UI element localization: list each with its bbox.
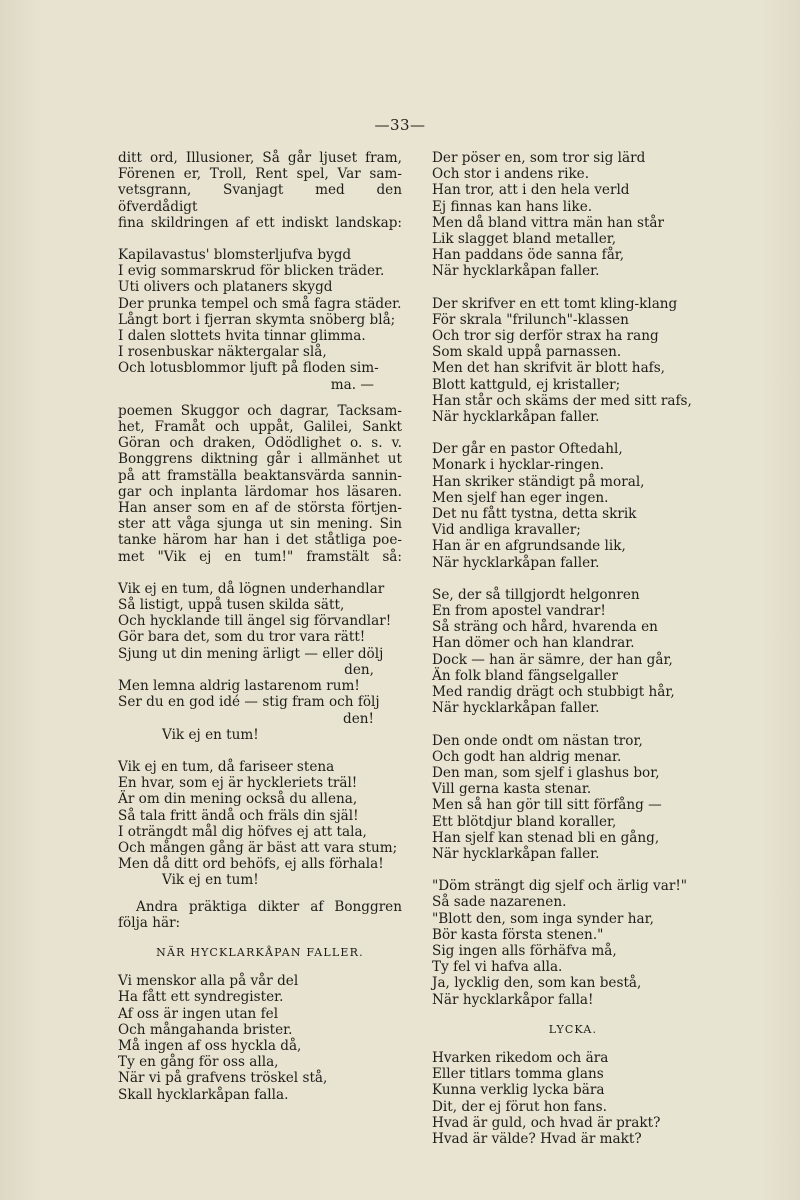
text-line: Göran och draken, Odödlighet o. s. v. [118,435,402,452]
poem-stanza [432,733,714,863]
verse-line: Och tror sig derför strax ha rang [432,328,659,345]
verse-line: Och godt han aldrig menar. [432,748,622,765]
verse-line: Der pöser en, som tror sig lärd [432,150,646,166]
verse-line: Hvad är välde? Hvad är makt? [432,1130,642,1147]
poem-vik-ej-en-tum-stanza-2 [118,759,402,889]
text-line: på att framställa beaktansvärda sannin- [118,467,402,484]
verse-line: Der går en pastor Oftedahl, [432,441,623,458]
verse-line: Eller titlars tomma glans [432,1066,604,1083]
poem-vik-ej-en-tum-stanza-1 [118,581,402,743]
verse-line: Så listigt, uppå tusen skilda sätt, [118,597,345,614]
page-number: —33— [374,116,426,134]
verse-line: När hycklarkåpan faller. [432,263,600,280]
refrain-line: Vik ej en tum! [162,872,259,889]
verse-line: För skrala "frilunch"-klassen [432,311,629,328]
verse-line: När hycklarkåpan faller. [432,409,600,426]
verse-line: En from apostel vandrar! [432,603,606,620]
poem-heading: LYCKA. [548,1022,598,1036]
refrain-line: Vik ej en tum! [162,726,259,743]
verse-line: Men så han gör till sitt förfång — [432,797,662,814]
verse-line: Uti olivers och plataners skygd [118,279,333,296]
verse-line: Ty en gång för oss alla, [118,1054,279,1071]
verse-line: I evig sommarskrud för blicken träder. [118,263,385,280]
text-line: följa här: [118,914,181,931]
poem-heading: NÄR HYCKLARKÅPAN FALLER. [156,945,364,959]
verse-line: Ja, lycklig den, som kan bestå, [432,975,642,992]
verse-line: När hycklarkåpan faller. [432,700,600,717]
verse-line: den! [343,710,374,727]
verse-line: Så sträng och hård, hvarenda en [432,619,658,636]
text-line: ditt ord, Illusioner, Så går ljuset fram, [118,150,402,166]
text-line: vetsgrann, Svanjagt med den öfverdådigt [118,182,402,215]
verse-line: Hvad är guld, och hvad är prakt? [432,1114,661,1131]
verse-line: Lik slagget bland metaller, [432,231,617,248]
body-paragraph [118,403,402,565]
verse-line: Sjung ut din mening ärligt — eller dölj [118,645,384,662]
verse-line: Ett blötdjur bland koraller, [432,813,617,830]
verse-line: Han skriker ständigt på moral, [432,473,645,490]
text-line: poemen Skuggor och dagrar, Tacksam- [118,402,402,419]
verse-line: Kapilavastus' blomsterljufva bygd [118,247,352,264]
verse-line: Och mången gång är bäst att vara stum; [118,839,398,856]
verse-line: I oträngdt mål dig höfves ej att tala, [118,823,367,840]
verse-line: Än folk bland fängselgaller [432,667,618,684]
poem-lycka-stanza [432,1050,714,1147]
right-column [432,150,714,1147]
text-line: Bonggrens diktning går i allmänhet ut [118,451,402,468]
verse-line: Vik ej en tum, då lögnen underhandlar [118,580,385,597]
verse-line: Dock — han är sämre, der han går, [432,651,673,668]
verse-line: När vi på grafvens tröskel stå, [118,1070,328,1087]
verse-line: Är om din mening också du allena, [118,791,358,808]
verse-line: Vill gerna kasta stenar. [432,781,592,798]
poem-stanza [432,150,714,280]
verse-line: Med randig drägt och stubbigt hår, [432,684,675,701]
verse-line: Se, der så tillgjordt helgonren [432,586,640,603]
verse-line: När hycklarkåpan faller. [432,845,600,862]
left-column [118,150,402,1103]
verse-line: Och stor i andens rike. [432,166,590,183]
verse-line: Skall hycklarkåpan falla. [118,1086,289,1103]
verse-line: Blott kattguld, ej kristaller; [432,376,621,393]
poem-hycklarkapan-stanza-1 [118,973,402,1103]
verse-line: Som skald uppå parnassen. [432,344,622,361]
verse-line: Och hycklande till ängel sig förvandlar! [118,613,392,630]
text-line: met "Vik ej en tum!" framstält så: [118,548,402,565]
verse-line: Hvarken rikedom och ära [432,1049,609,1066]
verse-line: den, [344,661,374,678]
verse-line: Ty fel vi hafva alla. [432,959,563,976]
verse-line: Sig ingen alls förhäfva må, [432,942,617,959]
verse-line: Må ingen af oss hyckla då, [118,1037,302,1054]
verse-line: Så sade nazarenen. [432,894,567,911]
verse-line: Gör bara det, som du tror vara rätt! [118,629,366,646]
verse-line: Han är en afgrundsande lik, [432,538,626,555]
poem-stanza [432,441,714,571]
verse-line: Men då ditt ord behöfs, ej alls förhala! [118,856,384,873]
poem-stanza [432,878,714,1008]
intro-paragraph [118,150,402,231]
text-line: fina skildringen af ett indiskt landskap: [118,214,402,231]
text-line: Förenen er, Troll, Rent spel, Var sam- [118,166,402,183]
transition-paragraph [118,899,402,931]
verse-line: Den onde ondt om nästan tror, [432,732,643,749]
verse-line: Kunna verklig lycka bära [432,1082,605,1099]
verse-line: Vid andliga kravaller; [432,522,581,539]
verse-line: Han sjelf kan stenad bli en gång, [432,829,660,846]
verse-line: I dalen slottets hvita tinnar glimma. [118,328,366,345]
verse-line: Der skrifver en ett tomt kling-klang [432,295,678,312]
verse-line: Vik ej en tum, då fariseer stena [118,758,335,775]
text-line: tanke härom har han i det ståtliga poe- [118,532,402,549]
verse-line: Så tala fritt ändå och fräls din själ! [118,807,359,824]
verse-line: Men sjelf han eger ingen. [432,489,609,506]
verse-line: När hycklarkåpor falla! [432,991,594,1008]
verse-line: Och mångahanda brister. [118,1021,293,1038]
verse-line: Men då bland vittra män han står [432,214,665,231]
verse-line: Dit, der ej förut hon fans. [432,1098,607,1115]
poem-kapilavastus [118,247,402,393]
verse-line: Ha fått ett syndregister. [118,989,284,1006]
verse-line: Han paddans öde sanna får, [432,247,625,264]
verse-line: Vi menskor alla på vår del [118,973,299,990]
verse-line: Men det han skrifvit är blott hafs, [432,360,665,377]
verse-line: I rosenbuskar näktergalar slå, [118,344,327,361]
poem-stanza [432,587,714,717]
verse-line: Ej finnas kan hans like. [432,198,593,215]
verse-line: Och lotusblommor ljuft på floden sim- [118,360,379,377]
verse-line: Det nu fått tystna, detta skrik [432,506,637,523]
verse-line: Der prunka tempel och små fagra städer. [118,295,402,312]
verse-line: Ser du en god idé — stig fram och följ [118,694,380,711]
verse-line: När hycklarkåpan faller. [432,554,600,571]
verse-line: Af oss är ingen utan fel [118,1005,279,1022]
text-line: Han anser som en af de största förtjen- [118,500,402,517]
verse-line: Han står och skäms der med sitt rafs, [432,392,692,409]
verse-line: Monark i hycklar-ringen. [432,457,604,474]
text-line: Andra präktiga dikter af Bonggren [136,898,402,915]
verse-line: En hvar, som ej är hyckleriets träl! [118,775,358,792]
verse-line: Men lemna aldrig lastarenom rum! [118,678,360,695]
verse-line: "Blott den, som inga synder har, [432,910,654,927]
verse-line: Den man, som sjelf i glashus bor, [432,764,660,781]
verse-line: Han dömer och han klandrar. [432,635,635,652]
poem-stanza [432,296,714,426]
text-line: gar och inplanta lärdomar hos läsaren. [118,483,402,500]
verse-line: Långt bort i fjerran skymta snöberg blå; [118,311,396,328]
verse-line: "Döm strängt dig sjelf och ärlig var!" [432,878,688,895]
verse-line: Bör kasta första stenen." [432,926,604,943]
verse-line: ma. — [330,376,374,393]
text-line: ster att våga sjunga ut sin mening. Sin [118,516,402,533]
text-line: het, Framåt och uppåt, Galilei, Sankt [118,419,402,436]
verse-line: Han tror, att i den hela verld [432,182,630,199]
